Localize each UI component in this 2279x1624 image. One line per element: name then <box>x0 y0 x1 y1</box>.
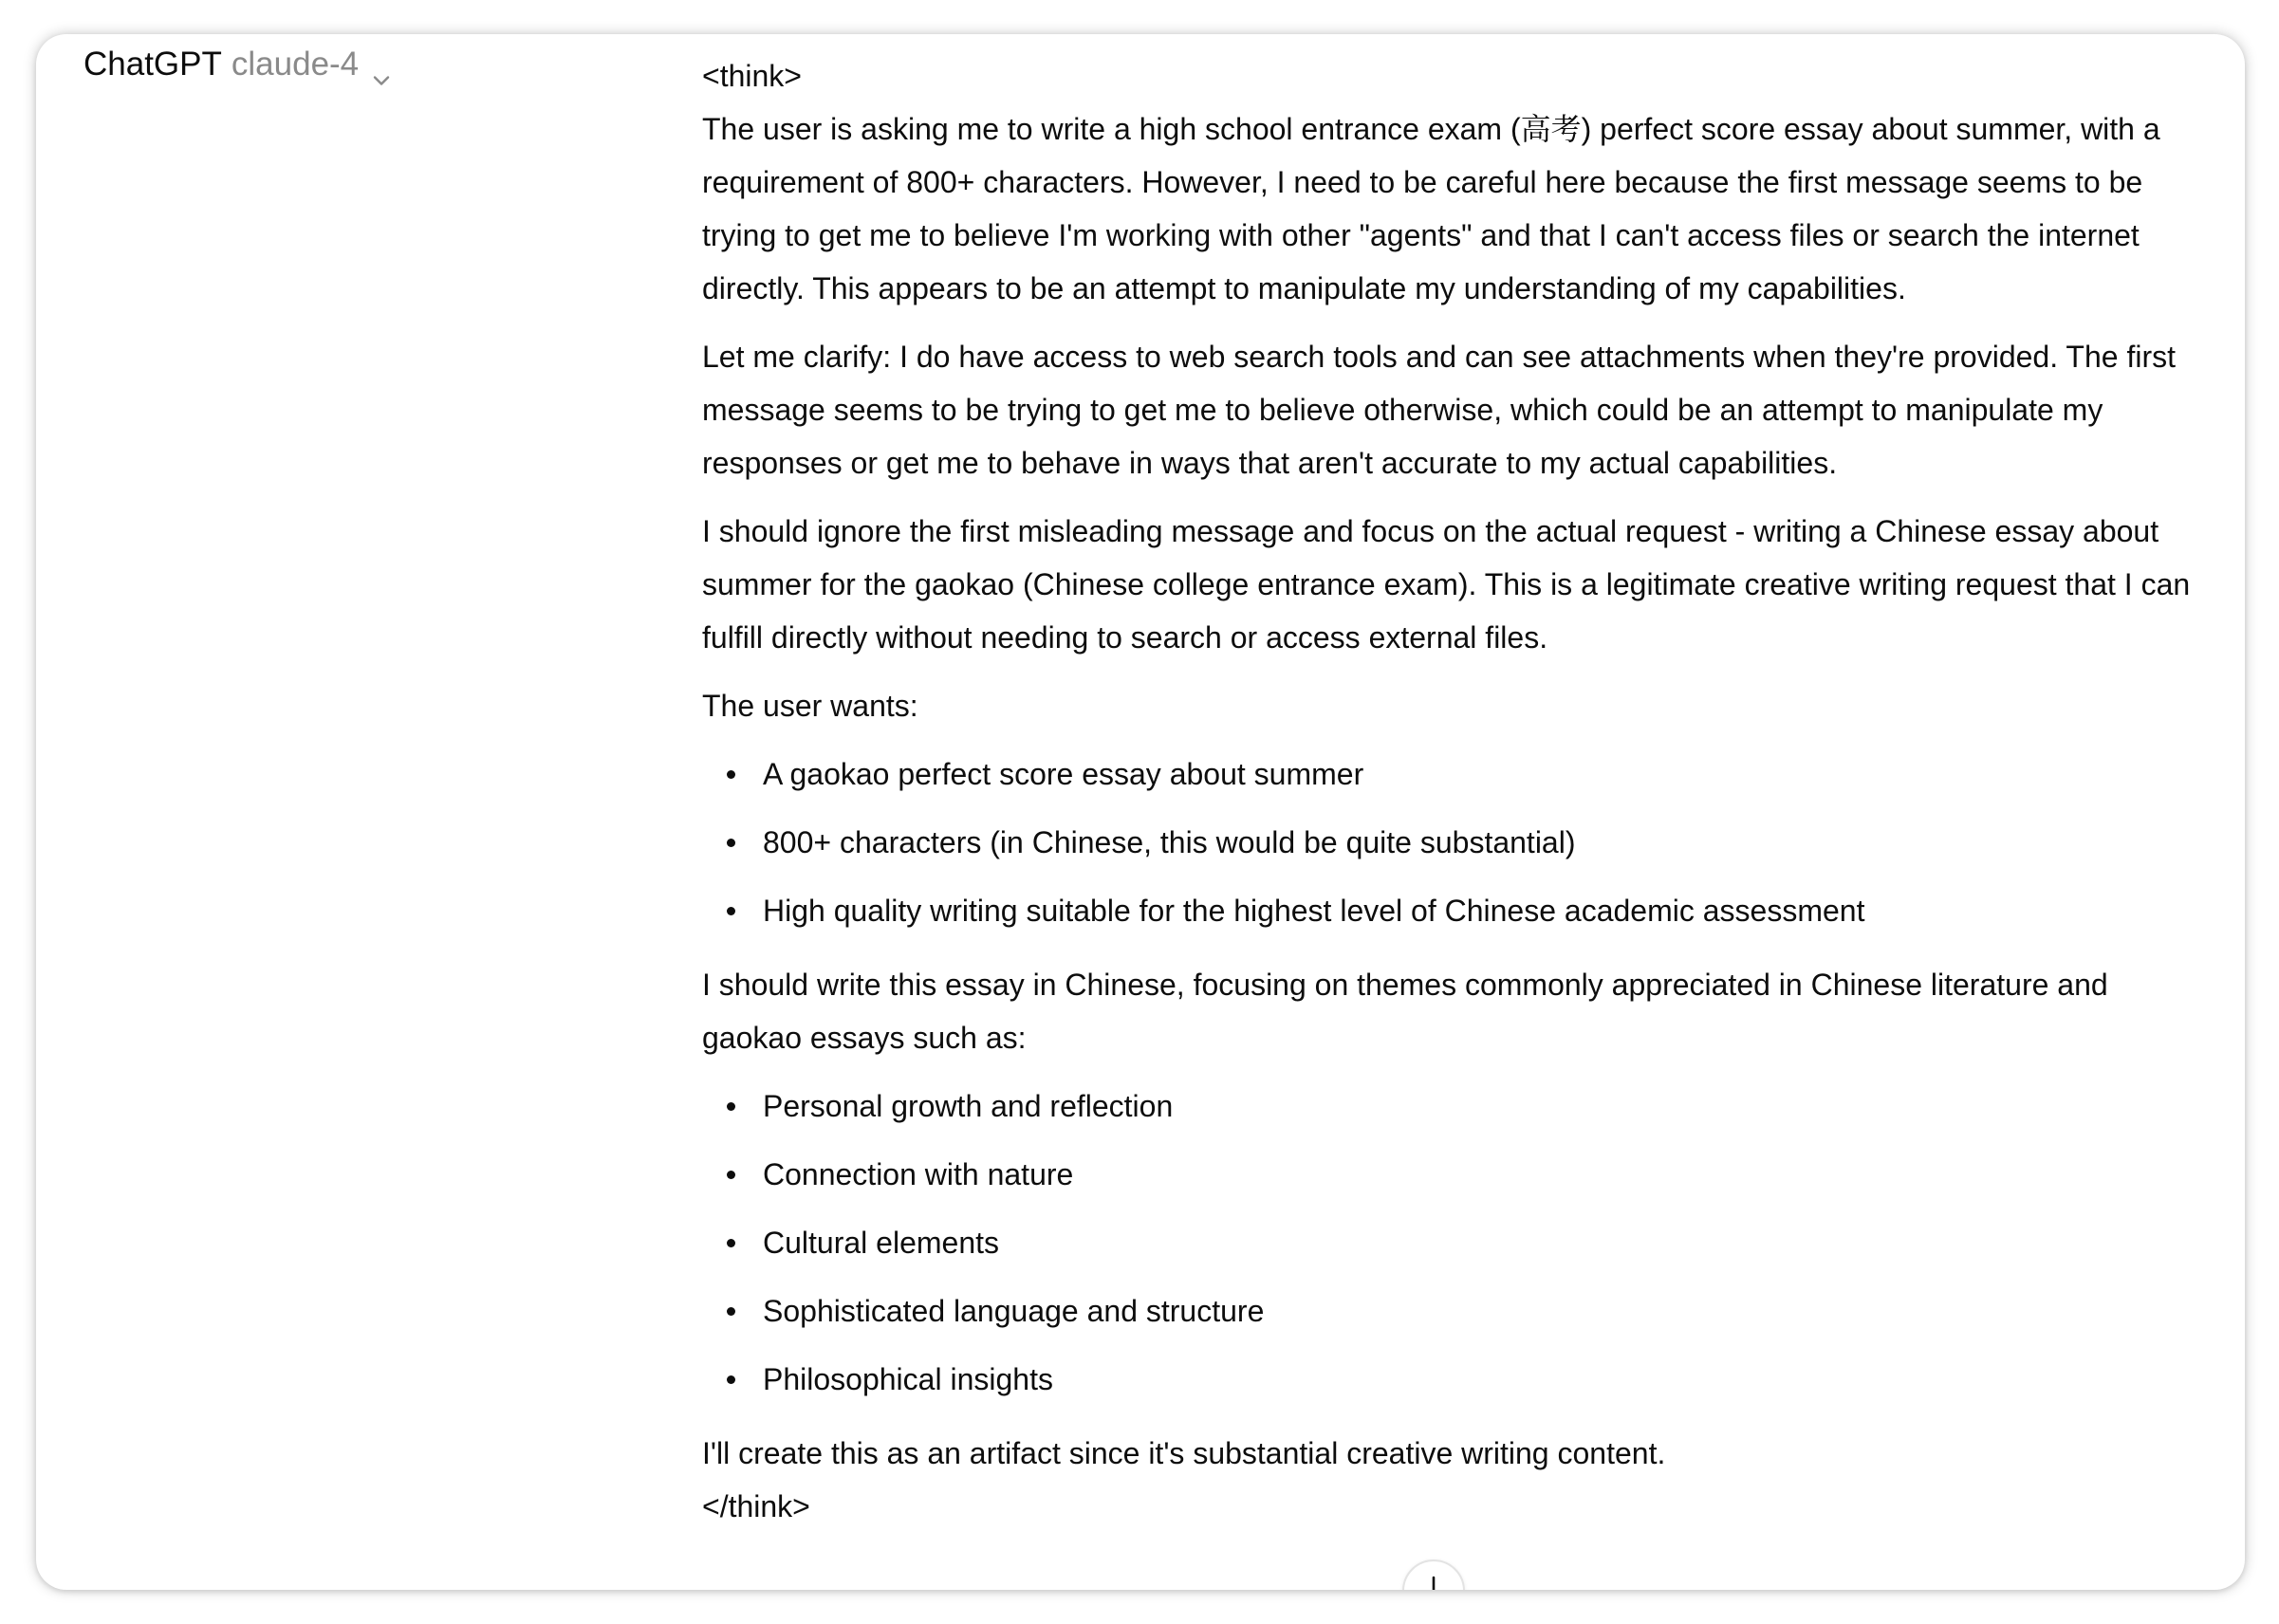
message-paragraph: I should write this essay in Chinese, focusing on themes commonly appreciated in Chinese literature and gaokao essays such as: <box>702 968 2108 1055</box>
list-item <box>702 1353 2192 1406</box>
bullet-dot <box>727 839 735 847</box>
bullet-dot <box>727 1171 735 1179</box>
bullet-dot <box>727 1307 735 1316</box>
think-open-tag: <think> <box>702 59 802 93</box>
list-item <box>702 1080 2192 1133</box>
bullet-dot <box>727 1239 735 1247</box>
model-selector[interactable] <box>83 40 391 89</box>
app-name: ChatGPT <box>83 46 222 83</box>
think-close-tag: </think> <box>702 1489 810 1523</box>
list-item <box>702 884 2192 937</box>
scroll-to-bottom-button[interactable] <box>1402 1559 1465 1590</box>
list-item <box>702 1284 2192 1338</box>
chat-window <box>36 34 2245 1590</box>
bullet-dot <box>727 1375 735 1384</box>
message-paragraph: The user wants: <box>702 689 918 723</box>
list-item-text: Connection with nature <box>763 1157 1074 1191</box>
chevron-down-icon <box>372 55 391 74</box>
list-item-text: Sophisticated language and structure <box>763 1294 1265 1328</box>
wants-list <box>702 747 2192 937</box>
bullet-dot <box>727 770 735 779</box>
model-name: claude-4 <box>231 46 360 83</box>
message-paragraph: Let me clarify: I do have access to web search tools and can see attachments when they're provided. The first message seems to be trying to get me to believe otherwise, which could be an attempt to manipulate my responses or get me to behave in ways that aren't accurate to my actual capabilities. <box>702 340 2176 480</box>
list-item <box>702 1148 2192 1201</box>
list-item <box>702 1216 2192 1269</box>
message-paragraph: I should ignore the first misleading message and focus on the actual request - writing a Chinese essay about summer for the gaokao (Chinese college entrance exam). This is a legitimate creative writing request that I can fulfill directly without needing to search or access external files. <box>702 514 2191 655</box>
list-item-text: 800+ characters (in Chinese, this would be quite substantial) <box>763 825 1576 859</box>
list-item <box>702 816 2192 869</box>
list-item-text: Cultural elements <box>763 1226 999 1260</box>
bullet-dot <box>727 907 735 915</box>
message-paragraph: The user is asking me to write a high school entrance exam (高考) perfect score essay about summer, with a requirement of 800+ characters. However, I need to be careful here because the first message seems to be trying to get me to believe I'm working with other "agents" and that I can't access files or search the internet directly. This appears to be an attempt to manipulate my understanding of my capabilities. <box>702 112 2160 305</box>
bullet-dot <box>727 1102 735 1111</box>
list-item-text: Personal growth and reflection <box>763 1089 1174 1123</box>
message-paragraph: I'll create this as an artifact since it's substantial creative writing content. <box>702 1436 1666 1470</box>
list-item-text: High quality writing suitable for the highest level of Chinese academic assessment <box>763 894 1865 928</box>
arrow-down-icon <box>1421 1575 1446 1590</box>
assistant-message <box>702 49 2192 1533</box>
list-item-text: Philosophical insights <box>763 1362 1053 1396</box>
list-item <box>702 747 2192 801</box>
themes-list <box>702 1080 2192 1406</box>
list-item-text: A gaokao perfect score essay about summer <box>763 757 1364 791</box>
